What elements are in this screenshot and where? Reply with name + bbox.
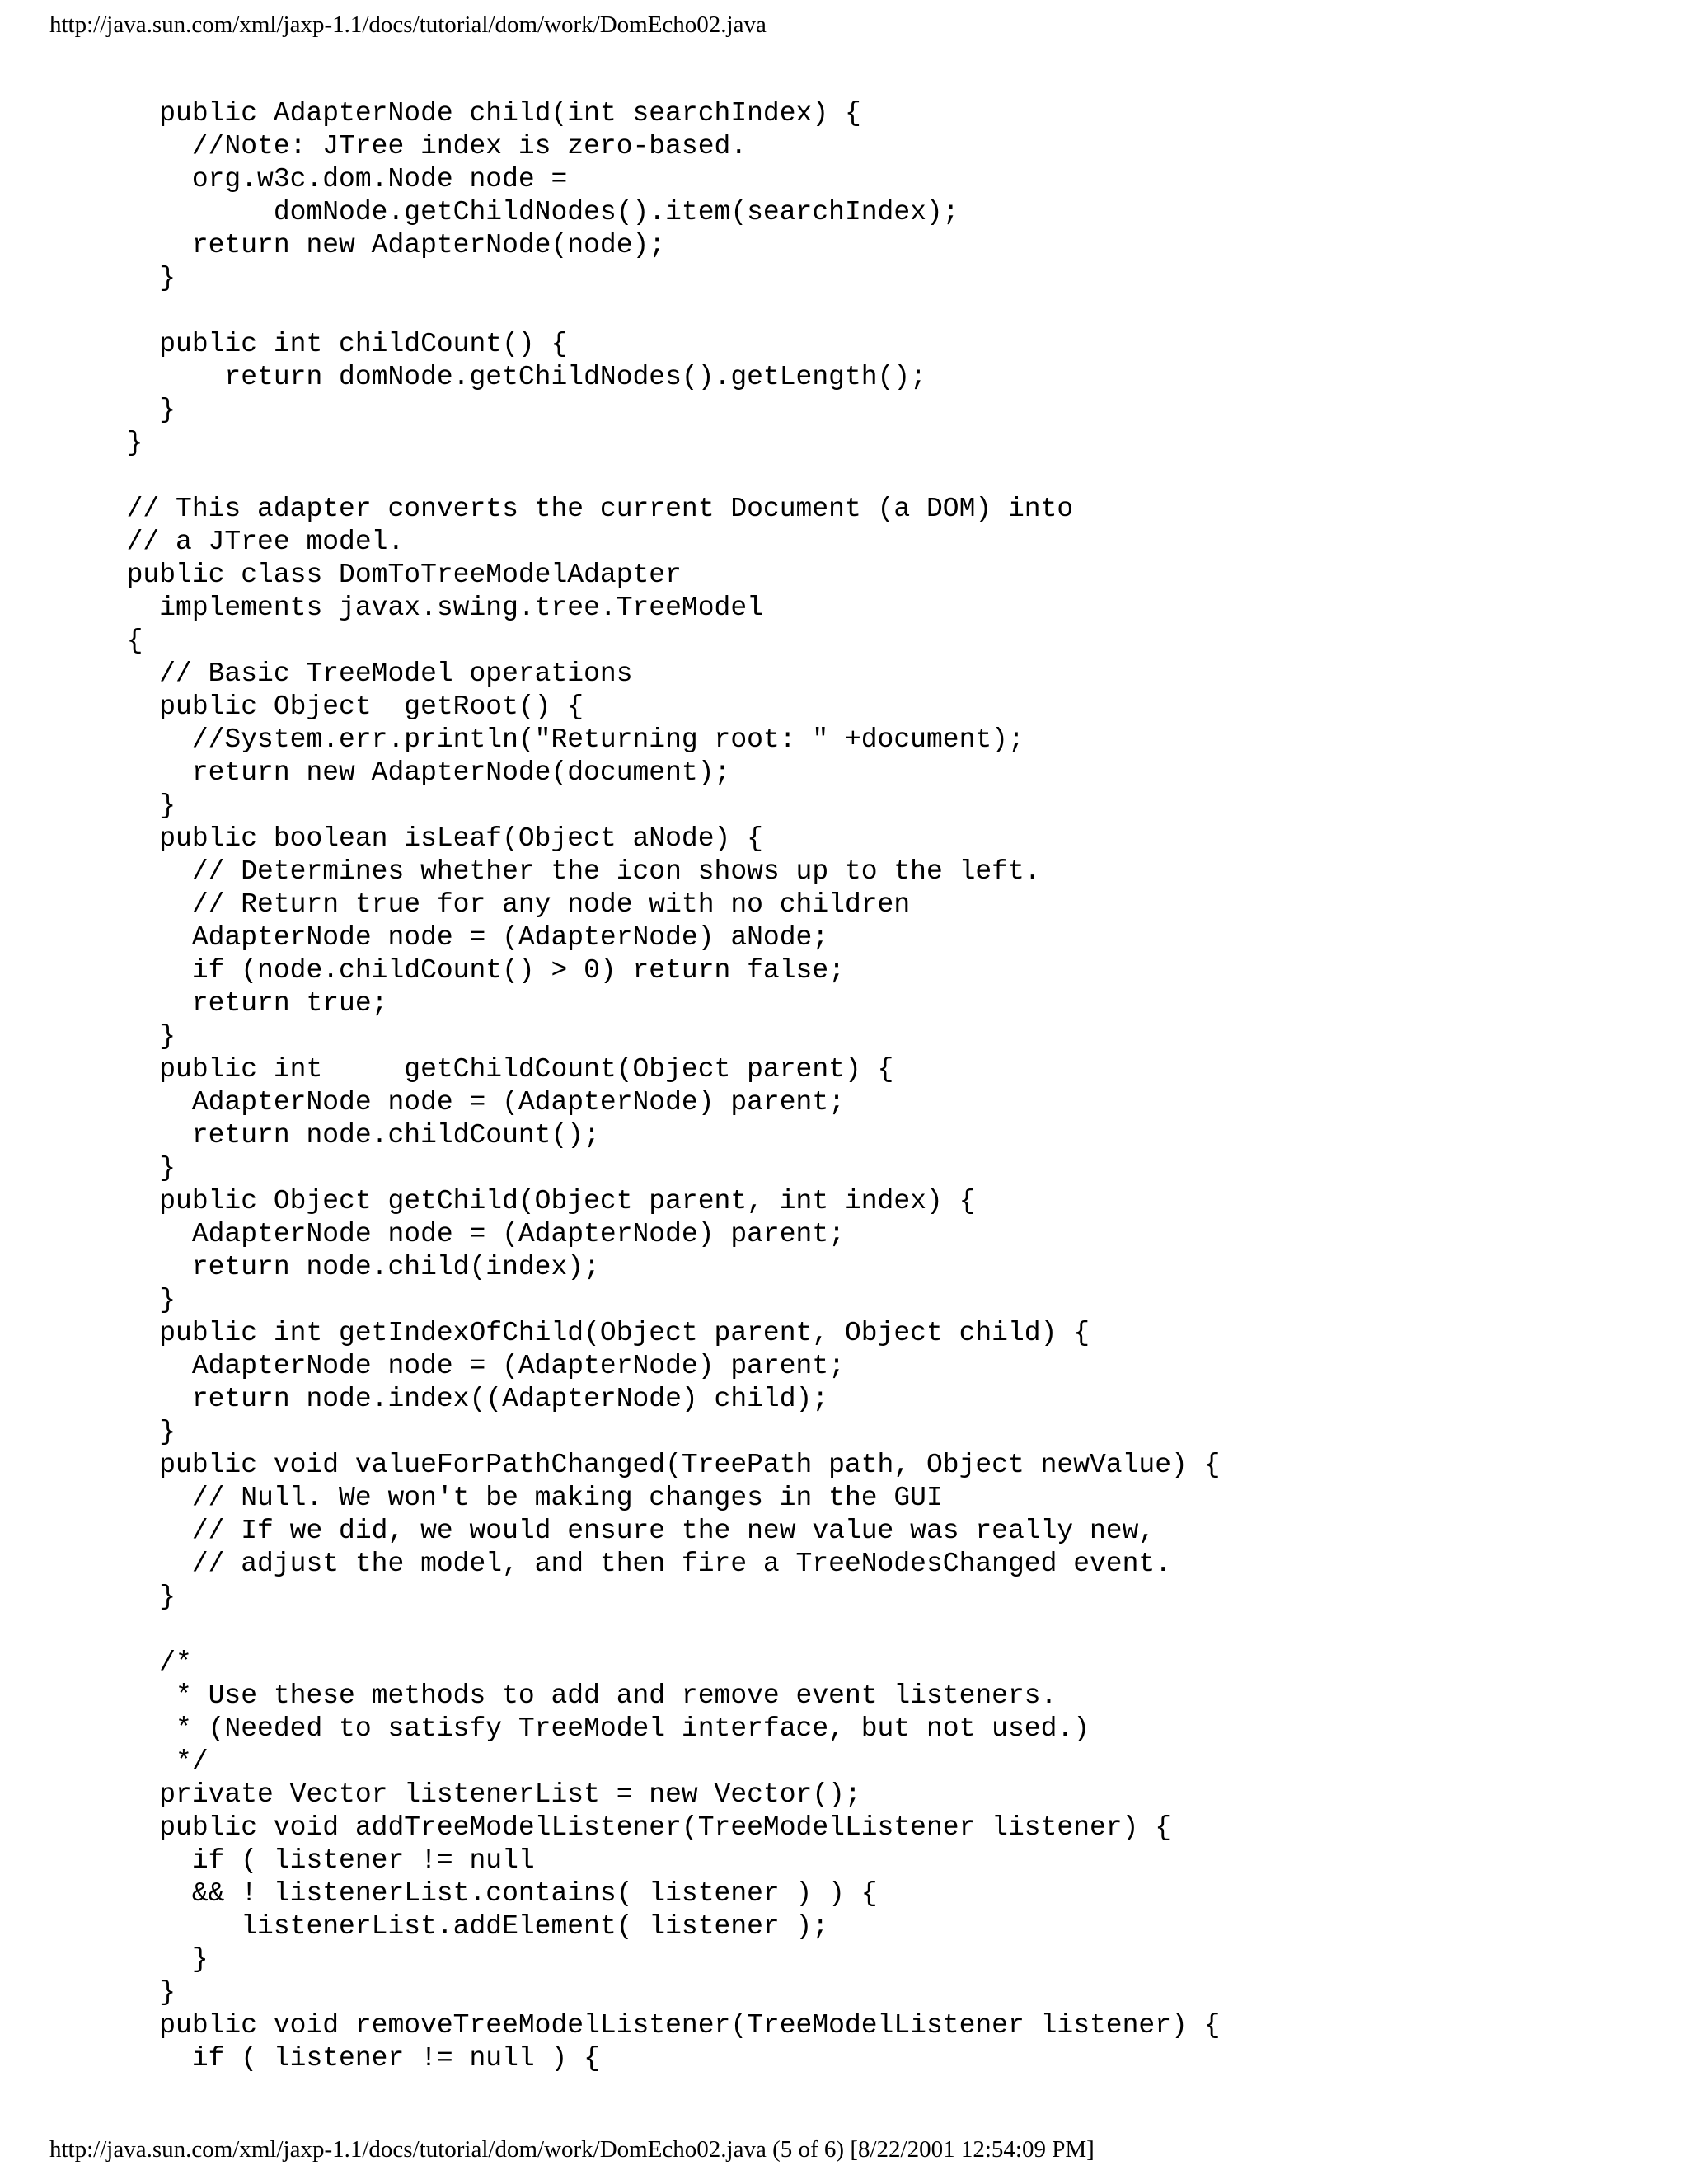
code-line: * Use these methods to add and remove event listeners. xyxy=(94,1680,1057,1711)
code-line: public AdapterNode child(int searchIndex) { xyxy=(94,98,861,129)
code-line: */ xyxy=(94,1746,209,1777)
code-line: public Object getChild(Object parent, int index) { xyxy=(94,1186,976,1216)
code-line: } xyxy=(94,1153,176,1183)
code-line: return node.childCount(); xyxy=(94,1120,600,1151)
code-line: } xyxy=(94,395,176,425)
code-line: public int childCount() { xyxy=(94,329,568,359)
code-line: && ! listenerList.contains( listener ) ) { xyxy=(94,1878,878,1909)
code-line: return node.child(index); xyxy=(94,1252,600,1282)
code-line: if (node.childCount() > 0) return false; xyxy=(94,955,845,986)
code-line: return true; xyxy=(94,988,388,1019)
code-line: if ( listener != null xyxy=(94,1845,535,1876)
code-line: // Return true for any node with no children xyxy=(94,889,911,920)
page-header-url: http://java.sun.com/xml/jaxp-1.1/docs/tutorial/dom/work/DomEcho02.java xyxy=(49,12,767,38)
code-line: } xyxy=(94,1285,176,1315)
code-line: public boolean isLeaf(Object aNode) { xyxy=(94,823,763,854)
code-line xyxy=(94,295,1220,328)
code-line: /* xyxy=(94,1647,192,1678)
code-line: listenerList.addElement( listener ); xyxy=(94,1911,829,1942)
code-line: // Basic TreeModel operations xyxy=(94,658,633,689)
code-line: } xyxy=(94,790,176,821)
code-line: return domNode.getChildNodes().getLength(); xyxy=(94,362,926,392)
code-line: // Null. We won't be making changes in the GUI xyxy=(94,1483,943,1513)
page-footer: http://java.sun.com/xml/jaxp-1.1/docs/tutorial/dom/work/DomEcho02.java (5 of 6) [8/22/2001 12:54:09 PM] xyxy=(49,2136,1095,2163)
code-line: private Vector listenerList = new Vector(); xyxy=(94,1779,861,1810)
code-line: //System.err.println("Returning root: " +document); xyxy=(94,724,1025,755)
code-line: implements javax.swing.tree.TreeModel xyxy=(94,593,763,623)
code-line: } xyxy=(94,1021,176,1052)
code-line: } xyxy=(94,1582,176,1612)
code-line: * (Needed to satisfy TreeModel interface, but not used.) xyxy=(94,1713,1090,1744)
code-line: public int getChildCount(Object parent) { xyxy=(94,1054,894,1085)
code-listing xyxy=(94,97,1220,2075)
code-line: return new AdapterNode(node); xyxy=(94,230,666,260)
code-line: } xyxy=(94,263,176,293)
code-line: // adjust the model, and then fire a TreeNodesChanged event. xyxy=(94,1549,1172,1579)
code-line: { xyxy=(94,626,143,656)
code-line xyxy=(94,460,1220,493)
code-line: public int getIndexOfChild(Object parent, Object child) { xyxy=(94,1318,1090,1348)
code-line: AdapterNode node = (AdapterNode) parent; xyxy=(94,1351,845,1381)
code-line: // Determines whether the icon shows up to the left. xyxy=(94,856,1041,887)
code-line: } xyxy=(94,1977,176,2008)
code-line: return new AdapterNode(document); xyxy=(94,757,731,788)
code-line: if ( listener != null ) { xyxy=(94,2043,600,2074)
code-line: } xyxy=(94,428,143,458)
code-line: } xyxy=(94,1944,209,1975)
code-line: // This adapter converts the current Document (a DOM) into xyxy=(94,494,1074,524)
code-line: //Note: JTree index is zero-based. xyxy=(94,131,748,162)
code-line: // a JTree model. xyxy=(94,527,405,557)
code-line: org.w3c.dom.Node node = xyxy=(94,164,568,194)
code-line: public void valueForPathChanged(TreePath path, Object newValue) { xyxy=(94,1450,1221,1480)
code-line: // If we did, we would ensure the new value was really new, xyxy=(94,1516,1156,1546)
code-line: AdapterNode node = (AdapterNode) parent; xyxy=(94,1087,845,1118)
code-line: public void addTreeModelListener(TreeModelListener listener) { xyxy=(94,1812,1172,1843)
code-line: AdapterNode node = (AdapterNode) parent; xyxy=(94,1219,845,1249)
code-line: AdapterNode node = (AdapterNode) aNode; xyxy=(94,922,829,953)
code-line: } xyxy=(94,1417,176,1447)
code-line: public void removeTreeModelListener(TreeModelListener listener) { xyxy=(94,2010,1221,2041)
code-line: public class DomToTreeModelAdapter xyxy=(94,560,682,590)
code-line: public Object getRoot() { xyxy=(94,691,584,722)
code-line: domNode.getChildNodes().item(searchIndex); xyxy=(94,197,959,227)
code-line xyxy=(94,1614,1220,1647)
code-line: return node.index((AdapterNode) child); xyxy=(94,1384,829,1414)
